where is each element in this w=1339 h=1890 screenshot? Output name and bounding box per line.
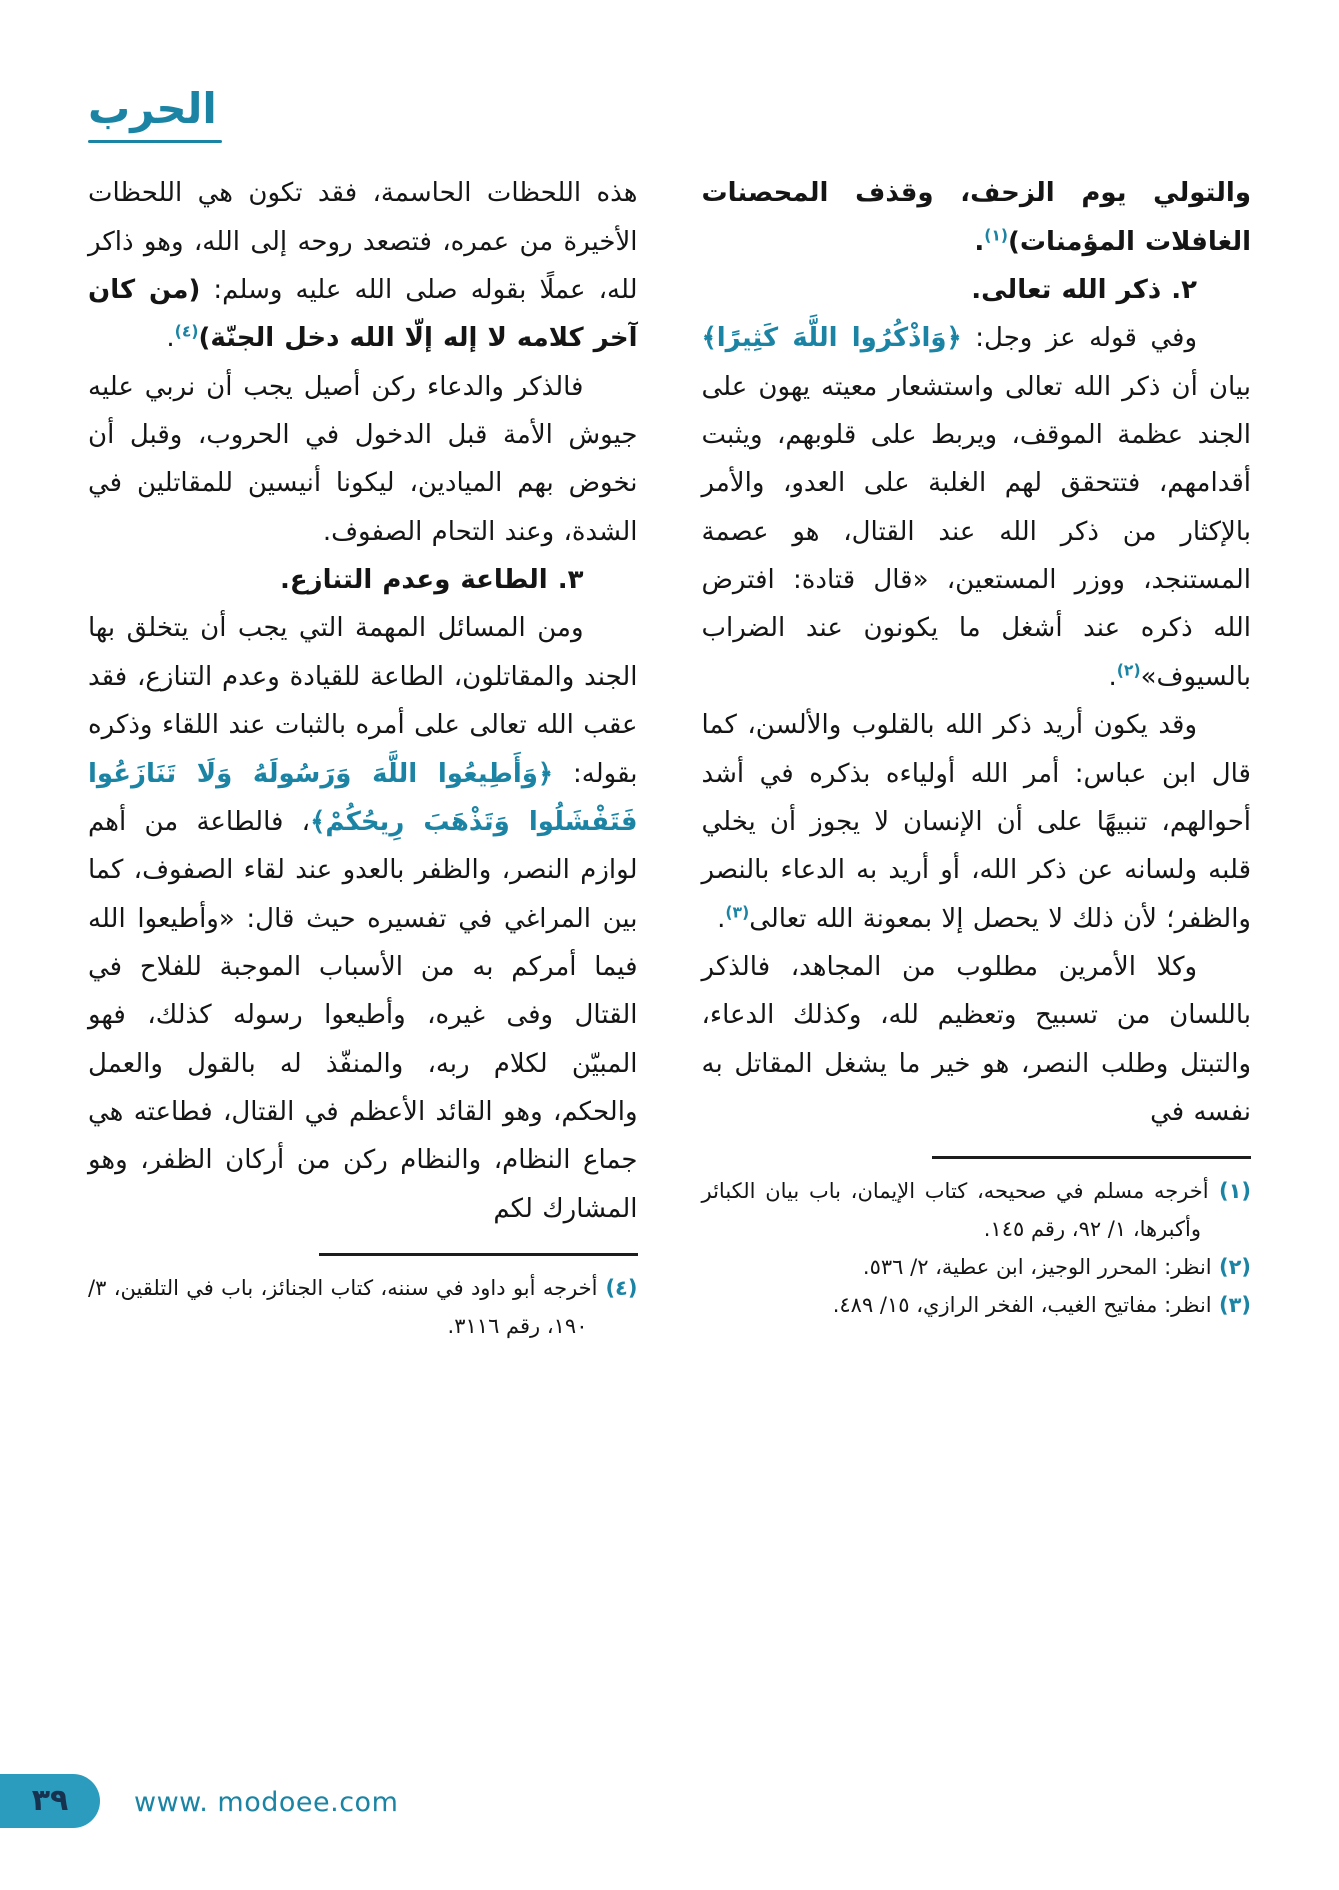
- footnote-number: (٢): [1211, 1254, 1251, 1279]
- section-heading: [88, 556, 638, 604]
- page-number-tab: [0, 1774, 100, 1828]
- footnote-separator: [319, 1253, 638, 1256]
- footnote-number: (٤): [597, 1276, 638, 1301]
- footnote-number: (٣): [1211, 1292, 1251, 1317]
- footnote-marker: (٣): [725, 902, 750, 921]
- column-right: [702, 169, 1252, 1324]
- text-segment: .: [1108, 661, 1117, 692]
- paragraph: [702, 169, 1252, 266]
- text-segment: هذه اللحظات الحاسمة، فقد تكون هي اللحظات الأخيرة من عمره، فتصعد روحه إلى الله، وهو ذاكر لله، عملًا بقوله صلى الله عليه وسلم:: [88, 178, 638, 305]
- paragraph: [88, 169, 638, 362]
- footnote: [702, 1249, 1252, 1287]
- text-segment: وفي قوله عز وجل:: [961, 323, 1198, 354]
- quran-verse: ﴿وَأَطِيعُوا اللَّهَ وَرَسُولَهُ وَلَا تَنَازَعُوا فَتَفْشَلُوا وَتَذْهَبَ رِيحُكُمْ﴾: [88, 758, 638, 837]
- emphasized-text: .: [974, 226, 985, 257]
- section-heading: [702, 266, 1252, 314]
- emphasized-text: ٣. الطاعة وعدم التنازع.: [280, 565, 584, 596]
- two-column-text: [88, 169, 1251, 1346]
- footnote: [702, 1287, 1252, 1325]
- column-right-footnotes: [702, 1173, 1252, 1324]
- footnote-number: (١): [1208, 1179, 1251, 1204]
- paragraph: [88, 604, 638, 1233]
- footnote-text: أخرجه مسلم في صحيحه، كتاب الإيمان، باب بيان الكبائر وأكبرها، ١/ ٩٢، رقم ١٤٥.: [701, 1179, 1209, 1242]
- column-left-body: [88, 169, 638, 1233]
- column-left-footnotes: [88, 1270, 638, 1346]
- header-rule: [88, 140, 222, 143]
- quran-verse: ﴿وَاذْكُرُوا اللَّهَ كَثِيرًا﴾: [701, 323, 962, 354]
- footnote-marker: (٢): [1116, 661, 1141, 680]
- footnote: [702, 1173, 1252, 1249]
- paragraph: [702, 943, 1252, 1136]
- text-segment: وكلا الأمرين مطلوب من المجاهد، فالذكر باللسان من تسبيح وتعظيم لله، وكذلك الدعاء، والتبتل وطلب النصر، هو خير ما يشغل المقاتل به نفسه في: [701, 951, 1251, 1128]
- page-number: ٣٩: [31, 1783, 69, 1818]
- website-url: www. modoee.com: [134, 1787, 399, 1818]
- text-segment: وقد يكون أريد ذكر الله بالقلوب والألسن، كما قال ابن عباس: أمر الله أولياءه بذكره في أشد أحوالهم، تنبيهًا على أن الإنسان لا يجوز أن يخلي قلبه ولسانه عن ذكر الله، أو أريد به الدعاء بالنصر والظفر؛ لأن ذلك لا يحصل إلا بمعونة الله تعالى: [701, 710, 1251, 934]
- chapter-title: الحرب: [88, 84, 217, 133]
- footnote-separator: [932, 1156, 1251, 1159]
- text-segment: بيان أن ذكر الله تعالى واستشعار معيته يهون على الجند عظمة الموقف، ويربط على قلوبهم، ويثبت أقدامهم، فتتحقق لهم الغلبة على العدو، والأمر بالإكثار من ذكر الله عند القتال، هو عصمة المستنجد، ووزر المستعين، «قال قتادة: افترض الله ذكره عند أشغل ما يكونون عند الضراب بالسيوف»: [701, 371, 1251, 692]
- text-segment: ، فالطاعة من أهم لوازم النصر، والظفر بالعدو عند لقاء الصفوف، كما بين المراغي في تفسيره حيث قال: «وأطيعوا الله فيما أمركم به من الأسباب الموجبة للفلاح في القتال وفى غيره، وأطيعوا رسوله كذلك، فهو المبيّن لكلام ربه، والمنفّذ له بالقول والعمل والحكم، وهو القائد الأعظم في القتال، فطاعته هي جماع النظام، والنظام ركن من أركان الظفر، وهو المشارك لكم: [88, 806, 638, 1224]
- emphasized-text: (من كان آخر كلامه لا إله إلّا الله دخل الجنّة): [88, 274, 638, 354]
- emphasized-text: ٢. ذكر الله تعالى.: [971, 274, 1197, 305]
- page-header: [88, 86, 1251, 143]
- text-segment: فالذكر والدعاء ركن أصيل يجب أن نربي عليه جيوش الأمة قبل الدخول في الحروب، وقبل أن نخوض بهم الميادين، ليكونا أنيسين للمقاتلين في الشدة، وعند التحام الصفوف.: [88, 371, 638, 547]
- footnote-marker: (٤): [174, 322, 199, 341]
- text-segment: .: [166, 323, 175, 354]
- text-segment: .: [717, 903, 726, 934]
- emphasized-text: والتولي يوم الزحف، وقذف المحصنات الغافلات المؤمنات): [701, 178, 1251, 257]
- paragraph: [702, 701, 1252, 943]
- footnote-text: انظر: المحرر الوجيز، ابن عطية، ٢/ ٥٣٦.: [862, 1254, 1212, 1279]
- footnote-text: انظر: مفاتيح الغيب، الفخر الرازي، ١٥/ ٤٨٩.: [832, 1292, 1212, 1317]
- footnote-marker: (١): [984, 225, 1009, 244]
- paragraph: [702, 314, 1252, 701]
- footnote-text: أخرجه أبو داود في سننه، كتاب الجنائز، باب في التلقين، ٣/ ١٩٠، رقم ٣١١٦.: [88, 1276, 598, 1338]
- paragraph: [88, 363, 638, 556]
- column-right-body: [702, 169, 1252, 1136]
- column-left: [88, 169, 638, 1346]
- footnote: [88, 1270, 638, 1346]
- text-segment: ومن المسائل المهمة التي يجب أن يتخلق بها الجند والمقاتلون، الطاعة للقيادة وعدم التنازع، فقد عقب الله تعالى على أمره بالثبات عند اللقاء وذكره بقوله:: [88, 613, 638, 789]
